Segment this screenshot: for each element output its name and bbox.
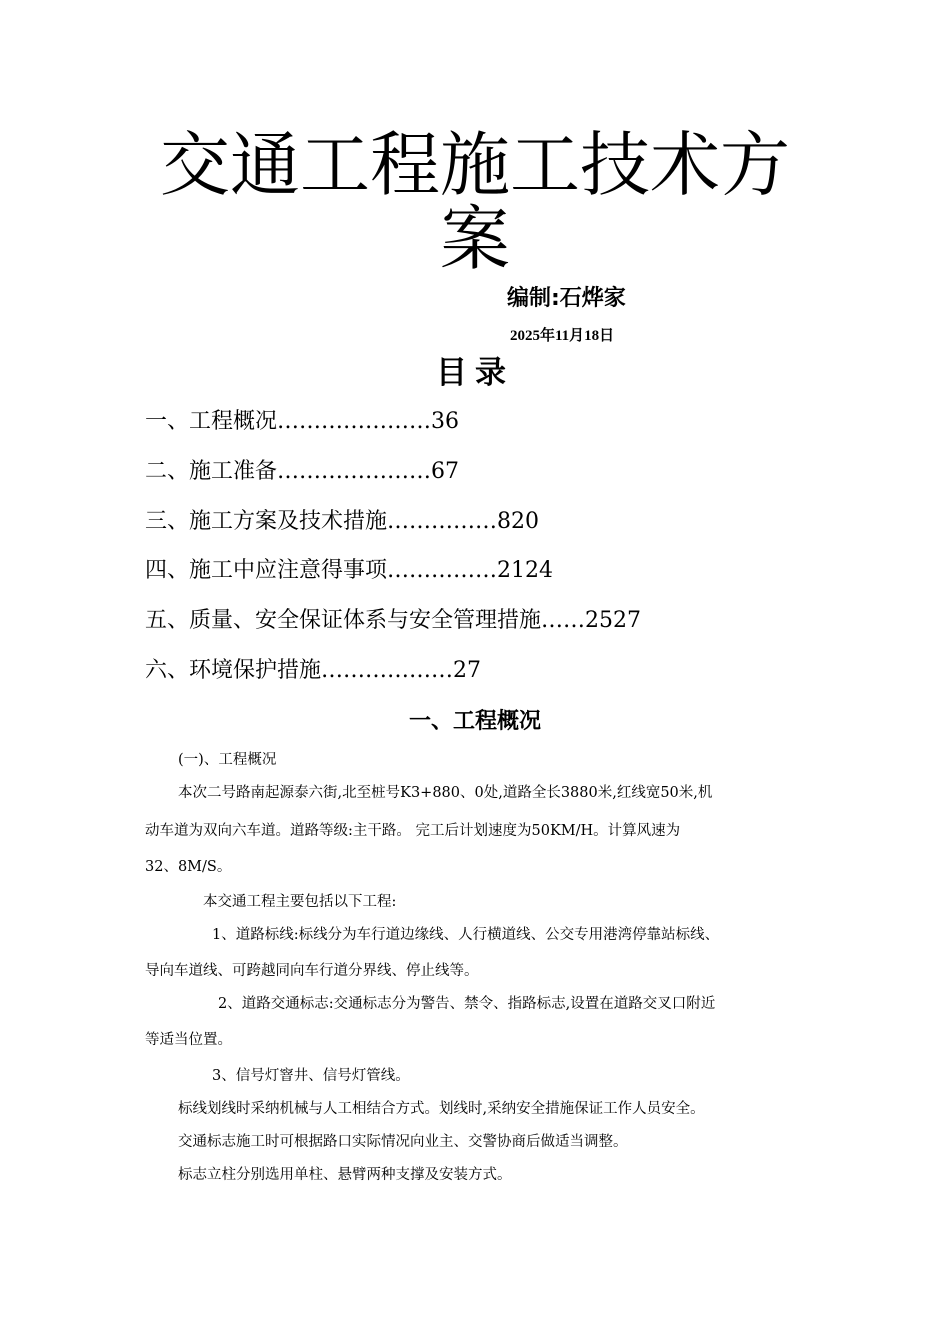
document-title [120, 124, 830, 280]
table-of-contents [145, 402, 641, 701]
paragraph-line: 交通标志施工时可根据路口实际情况向业主、交警协商后做适当调整。 [178, 1134, 628, 1150]
sub-heading: (一)、工程概况 [178, 752, 277, 768]
list-item-line: 3、信号灯窨井、信号灯管线。 [212, 1068, 410, 1084]
title-line-2: 案 [440, 198, 510, 280]
date-line: 2025年11月18日 [510, 328, 615, 344]
toc-item: 四、施工中应注意得事项……………2124 [145, 558, 553, 584]
paragraph-line: 动车道为双向六车道。道路等级:主干路。 完工后计划速度为50KM/H。计算风速为 [145, 823, 681, 839]
paragraph-line: 标线划线时采纳机械与人工相结合方式。划线时,采纳安全措施保证工作人员安全。 [178, 1101, 705, 1117]
list-item-line: 导向车道线、可跨越同向车行道分界线、停止线等。 [145, 963, 479, 979]
toc-item: 五、质量、安全保证体系与安全管理措施……2527 [145, 608, 641, 634]
section-heading: 一、工程概况 [408, 709, 541, 734]
author-line: 编制:石烨家 [507, 286, 626, 311]
paragraph-line: 本次二号路南起源泰六街,北至桩号K3+880、0处,道路全长3880米,红线宽50米,机 [178, 785, 713, 801]
paragraph-line: 标志立柱分别选用单柱、悬臂两种支撑及安装方式。 [178, 1167, 512, 1183]
toc-item: 二、施工准备…………………67 [145, 458, 459, 484]
paragraph-line: 本交通工程主要包括以下工程: [203, 894, 397, 910]
toc-heading: 目录 [436, 355, 514, 391]
paragraph-line: 32、8M/S。 [145, 859, 232, 875]
title-line-1: 交通工程施工技术方 [160, 124, 790, 206]
toc-item: 三、施工方案及技术措施……………820 [145, 508, 539, 534]
list-item-line: 1、道路标线:标线分为车行道边缘线、人行横道线、公交专用港湾停靠站标线、 [212, 927, 720, 943]
list-item-line: 等适当位置。 [145, 1032, 232, 1048]
list-item-line: 2、道路交通标志:交通标志分为警告、禁令、指路标志,设置在道路交叉口附近 [218, 996, 716, 1012]
toc-item: 一、工程概况…………………36 [145, 409, 459, 434]
toc-item: 六、环境保护措施………………27 [145, 657, 481, 683]
